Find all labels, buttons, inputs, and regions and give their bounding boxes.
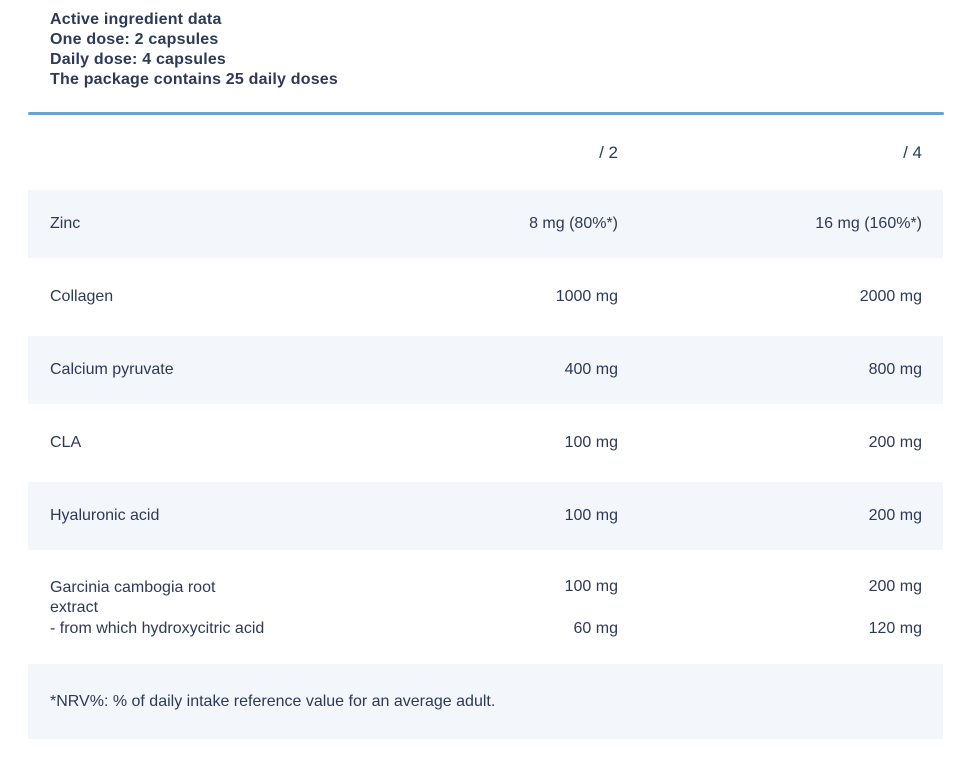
per-dose-value: 400 mg bbox=[564, 361, 618, 378]
per-daily-value: 200 mg bbox=[868, 578, 922, 595]
per-daily-value: 200 mg bbox=[868, 434, 922, 451]
ingredient-name: CLA bbox=[50, 434, 82, 451]
ingredient-name: Collagen bbox=[50, 288, 114, 305]
table-column-headers bbox=[28, 115, 943, 190]
sub-per-daily-value: 120 mg bbox=[868, 620, 922, 637]
table-row bbox=[28, 336, 943, 404]
sub-ingredient-name: - from which hydroxycitric acid bbox=[50, 620, 265, 637]
ingredient-name: Calcium pyruvate bbox=[50, 361, 174, 378]
footnote-row bbox=[28, 664, 943, 739]
nrv-footnote: *NRV%: % of daily intake reference value for an average adult. bbox=[50, 692, 496, 710]
per-dose-value: 100 mg bbox=[564, 578, 618, 595]
ingredient-name: Garcinia cambogia root extract bbox=[50, 579, 216, 616]
per-daily-value: 16 mg (160%*) bbox=[815, 215, 922, 232]
table-rows bbox=[28, 190, 943, 659]
column-header-per-dose: / 2 bbox=[599, 142, 618, 162]
table-row bbox=[28, 263, 943, 331]
per-daily-value: 800 mg bbox=[868, 361, 922, 378]
summary-line-title: Active ingredient data bbox=[50, 11, 222, 28]
column-header-per-daily: / 4 bbox=[903, 142, 922, 162]
summary-line-package: The package contains 25 daily doses bbox=[50, 71, 338, 88]
table-row bbox=[28, 555, 943, 659]
per-dose-value: 100 mg bbox=[564, 507, 618, 524]
ingredient-name: Zinc bbox=[50, 215, 81, 232]
per-daily-value: 2000 mg bbox=[859, 288, 922, 305]
per-dose-value: 8 mg (80%*) bbox=[529, 215, 618, 232]
per-dose-value: 100 mg bbox=[564, 434, 618, 451]
ingredient-name: Hyaluronic acid bbox=[50, 507, 160, 524]
dosage-summary bbox=[0, 0, 973, 90]
table-row bbox=[28, 482, 943, 550]
sub-per-dose-value: 60 mg bbox=[573, 620, 618, 637]
table-row bbox=[28, 409, 943, 477]
table-row bbox=[28, 190, 943, 258]
summary-line-one-dose: One dose: 2 capsules bbox=[50, 31, 219, 48]
per-daily-value: 200 mg bbox=[868, 507, 922, 524]
per-dose-value: 1000 mg bbox=[555, 288, 618, 305]
ingredient-table bbox=[28, 115, 943, 739]
summary-line-daily-dose: Daily dose: 4 capsules bbox=[50, 51, 227, 68]
